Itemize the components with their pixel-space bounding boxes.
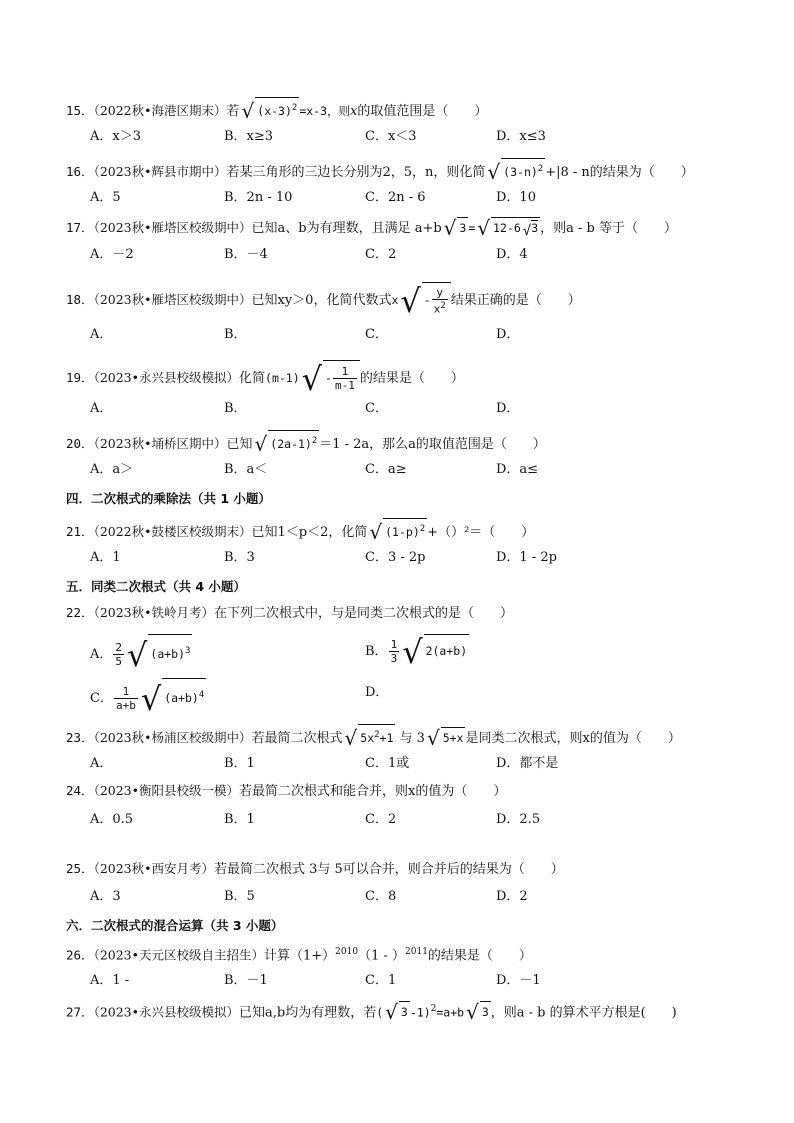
- question-18: 18．（2023秋•雁塔区校级期中）已知xy＞0，化简代数式x√ - $\frac{y}{x^2}$ 结果正确的是（ ）: [66, 282, 581, 320]
- option-c: C．: [365, 401, 388, 416]
- radical: 3: [399, 1001, 410, 1021]
- question-source: （2023秋•铁岭月考）: [93, 605, 214, 620]
- radical: - $\frac{y}{x^2}$: [422, 282, 451, 316]
- option-b: B．: [224, 401, 247, 416]
- option-label: A．: [90, 646, 113, 662]
- question-source: （2023•衡阳县校级一模）: [93, 783, 239, 798]
- option-b: B．a＜: [224, 462, 268, 477]
- numerator: 1: [333, 365, 357, 379]
- question-text: 的结果是（ ）: [359, 371, 464, 386]
- radical: $(a+b)^3$: [148, 634, 192, 669]
- question-text: 化简: [239, 371, 266, 386]
- option-a: A．1: [90, 550, 121, 565]
- exponent: 2: [430, 1004, 437, 1014]
- question-number: 17．: [66, 220, 94, 235]
- option-b: B．: [224, 327, 247, 342]
- option-c: C．a≥: [365, 462, 407, 477]
- denominator: $x^2$: [433, 300, 446, 316]
- options-20: [90, 461, 750, 479]
- question-text: 若最简二次根式 3与 5可以合并，则合并后的结果为（ ）: [214, 862, 564, 877]
- radicand: 12-6: [493, 221, 521, 235]
- exponent: 2: [537, 164, 544, 174]
- options-15: [90, 128, 750, 146]
- question-source: （2023•永兴县校级模拟）: [93, 1004, 239, 1020]
- question-text: 若最简二次根式: [251, 730, 343, 746]
- expression: =a+b: [436, 1005, 465, 1020]
- option-b: B．3: [224, 550, 255, 565]
- question-17: 17．（2023秋•雁塔区校级期中）已知a、b为有理数，且满足 a+b √ 3 = √ 12-6 √3 ，则a - b 等于（ ）: [66, 216, 677, 240]
- question-text: 已知a,b均为有理数，若: [239, 1005, 377, 1021]
- question-text: =: [468, 221, 476, 235]
- fraction: $\frac{2}{5}$: [115, 640, 123, 668]
- radical: 5+x: [441, 727, 466, 747]
- denominator: m-1: [334, 379, 355, 392]
- question-number: 27．: [66, 1004, 94, 1020]
- section-heading: 六．二次根式的混合运算（共 3 小题）: [66, 918, 284, 933]
- question-number: 22．: [66, 605, 94, 620]
- option-c: C．1或: [365, 756, 410, 771]
- question-text: 已知: [226, 436, 253, 452]
- option-a: A．5: [90, 190, 121, 205]
- numerator: y: [432, 286, 448, 300]
- options-16: [90, 189, 750, 207]
- options-24: [90, 811, 750, 829]
- question-25: [66, 860, 564, 879]
- question-number: 18．: [66, 292, 94, 307]
- option-d: D．: [365, 685, 389, 700]
- option-a: A．0.5: [90, 812, 134, 827]
- question-source: （2022秋•海港区期末）: [93, 102, 227, 118]
- question-21: 21．（2022秋•鼓楼区校级期末）已知1＜p＜2，化简 √ $(1-p)^2 +()^2=$（ ）: [66, 519, 535, 544]
- fraction: [333, 365, 357, 392]
- question-source: （2023•天元区校级自主招生）: [93, 947, 264, 963]
- expression: (m-1): [265, 371, 300, 385]
- question-text: +（）²＝（ ）: [427, 524, 535, 540]
- option-d: D．1 - 2p: [496, 550, 557, 565]
- option-d: D．x≤3: [496, 129, 546, 144]
- option-d: D．: [496, 401, 520, 416]
- question-number: 24．: [66, 783, 94, 798]
- question-number: 16．: [66, 163, 94, 179]
- radical: 12-6 √3: [491, 217, 540, 237]
- question-text: 的结果是（ ）: [427, 948, 532, 964]
- question-source: （2023秋•雁塔区校级期中）: [93, 220, 252, 235]
- question-19: 19．（2023•永兴县校级模拟）化简(m-1)√ - $\frac{1}{m-1}$ 的结果是（ ）: [66, 360, 464, 398]
- section-heading: 五．同类二次根式（共 4 小题）: [66, 579, 246, 594]
- option-d: D．2: [496, 889, 528, 904]
- radical: [501, 158, 545, 181]
- question-source: （2023秋•辉县市期中）: [93, 163, 227, 179]
- option-d: D．2.5: [496, 812, 541, 827]
- radicand: (3-n): [503, 164, 538, 179]
- section-heading: 四．二次根式的乘除法（共 1 小题）: [66, 491, 271, 506]
- option-b: B．5: [224, 889, 255, 904]
- question-number: 26．: [66, 947, 94, 963]
- option-d: D．: [496, 327, 520, 342]
- question-text: ＝1 - 2a，那么a的取值范围是（ ）: [319, 436, 546, 452]
- option-a: A．x＞3: [90, 129, 141, 144]
- question-number: 19．: [66, 370, 94, 385]
- question-text: 是同类二次根式，则x的值为（ ）: [465, 730, 681, 746]
- question-text: （1 - ）: [358, 948, 406, 964]
- option-b: B．x≥3: [224, 129, 274, 144]
- option-a: A． $\frac{2}{5}$ √ $(a+b)^3$: [90, 635, 191, 674]
- radical: 3: [480, 1001, 491, 1021]
- question-text: 与 3: [395, 730, 425, 746]
- question-number: 21．: [66, 523, 94, 539]
- option-c: C．2: [365, 247, 397, 262]
- question-text: 计算（1+）: [264, 948, 336, 964]
- question-27: 27．（2023•永兴县校级模拟）已知a,b均为有理数，若( √ 3 -1)$^2$=a+b √ 3 ，则a - b 的算术平方根是( ): [66, 1000, 677, 1025]
- question-23: 23．（2023秋•杨浦区校级期中）若最简二次根式 √ $5x^2+1$ 与 3 √ 5+x 是同类二次根式，则x的值为（ ）: [66, 725, 681, 750]
- question-number: 20．: [66, 435, 94, 451]
- expression: (: [376, 1005, 384, 1020]
- question-text: 的取值范围是（ ）: [357, 103, 488, 119]
- exponent: 2: [419, 524, 426, 534]
- radical: 3: [457, 217, 468, 237]
- question-15: 15．（2022秋•海港区期末）若 √ $(x-3)^2 =x-3$，则x的取值范围是（ ）: [66, 98, 488, 123]
- options-18: [90, 326, 750, 344]
- option-b: B．2n - 10: [224, 190, 293, 205]
- option-label: C．: [90, 690, 113, 706]
- question-source: （2022秋•鼓楼区校级期末）: [93, 523, 252, 539]
- options-19: [90, 400, 750, 418]
- option-d: D．－1: [496, 973, 541, 988]
- question-source: （2023秋•雁塔区校级期中）: [93, 292, 252, 307]
- option-c: C．8: [365, 889, 397, 904]
- option-c: C．1: [365, 973, 397, 988]
- expression: -1): [409, 1005, 431, 1020]
- option-d: D．4: [496, 247, 528, 262]
- option-d: D．10: [496, 190, 536, 205]
- question-text: 已知1＜p＜2，化简: [251, 524, 368, 540]
- option-label: B．: [365, 644, 388, 659]
- question-22: [66, 604, 513, 623]
- question-24: [66, 782, 506, 801]
- question-26: [66, 943, 532, 965]
- question-text: 若: [226, 103, 240, 119]
- option-b: B． $\frac{1}{3}$ √ 2(a+b): [365, 633, 468, 671]
- option-d: D．都不是: [496, 756, 559, 771]
- radical: $(a+b)^4$: [162, 678, 206, 713]
- option-a: A．3: [90, 889, 121, 904]
- question-text: 若某三角形的三边长分别为2，5，n，则化简: [226, 164, 486, 180]
- option-b: B．1: [224, 756, 255, 771]
- question-text: 若最简二次根式和能合并，则x的值为（ ）: [239, 784, 507, 799]
- option-a: A．: [90, 756, 113, 771]
- exponent: 2011: [405, 947, 428, 957]
- option-c: C．x＜3: [365, 129, 417, 144]
- question-number: 25．: [66, 861, 94, 876]
- radical: 2(a+b): [424, 634, 470, 666]
- exponent: 2: [291, 103, 298, 113]
- question-source: （2023秋•西安月考）: [93, 861, 214, 876]
- fraction: $\frac{1}{3}$: [390, 638, 398, 665]
- question-text: 在下列二次根式中，与是同类二次根式的是（ ）: [214, 606, 514, 621]
- exponent: 2: [311, 436, 318, 446]
- option-a: A．: [90, 401, 113, 416]
- exponent: 2010: [335, 947, 359, 957]
- option-b: B．－1: [224, 973, 268, 988]
- option-c: C． $\frac{1}{a+b}$ √ $(a+b)^4$: [90, 679, 205, 718]
- question-text: 已知a、b为有理数，且满足 a+b: [251, 221, 442, 236]
- question-source: （2023秋•杨浦区校级期中）: [93, 729, 252, 745]
- option-a: A．a＞: [90, 462, 134, 477]
- option-c: C．2: [365, 812, 397, 827]
- question-text: +|8 - n的结果为（ ）: [545, 164, 694, 180]
- variable: x: [350, 103, 358, 119]
- question-16: 16．（2023秋•辉县市期中）若某三角形的三边长分别为2，5，n，则化简 √ $(3-n)^2 +|8 - n$的结果为（ ）: [66, 159, 694, 184]
- radical: [268, 430, 319, 453]
- radical: [255, 97, 299, 120]
- fraction: [432, 286, 448, 316]
- radical: $5x^2+1$: [358, 724, 395, 747]
- radical: - $\frac{1}{m-1}$: [323, 360, 360, 394]
- radicand: (1-p): [385, 524, 420, 539]
- option-b: B．－4: [224, 247, 268, 262]
- option-a: A．: [90, 327, 113, 342]
- option-a: A．1 -: [90, 973, 130, 988]
- option-b: B．1: [224, 812, 255, 827]
- options-23: [90, 755, 750, 773]
- question-text: =x-3，则: [299, 103, 351, 118]
- option-d: D．a≤: [496, 462, 539, 477]
- question-text: ，则a - b 等于（ ）: [540, 221, 677, 236]
- question-text: ，则a - b 的算术平方根是( ): [490, 1005, 677, 1021]
- options-21: [90, 549, 750, 567]
- options-26: [90, 972, 750, 990]
- expression-x: x: [391, 293, 399, 307]
- question-source: （2023•永兴县校级模拟）: [93, 370, 239, 385]
- option-a: A．－2: [90, 247, 134, 262]
- question-number: 23．: [66, 729, 94, 745]
- options-17: [90, 246, 750, 264]
- radicand: 3: [531, 221, 539, 235]
- radical: [383, 518, 427, 541]
- question-text: 结果正确的是（ ）: [450, 293, 581, 308]
- question-number: 15．: [66, 102, 94, 118]
- radicand: (2a-1): [270, 436, 312, 451]
- option-c: C．2n - 6: [365, 190, 426, 205]
- fraction: $\frac{1}{a+b}$: [115, 684, 136, 712]
- radicand: (x-3): [257, 103, 292, 118]
- option-c: C．3 - 2p: [365, 550, 426, 565]
- question-20: 20．（2023秋•埇桥区期中）已知 √ $(2a-1)^2 =1 - 2a$，那么a的取值范围是（ ）: [66, 431, 546, 456]
- option-c: C．: [365, 327, 388, 342]
- question-source: （2023秋•埇桥区期中）: [93, 435, 227, 451]
- options-25: [90, 888, 750, 906]
- question-text: 已知xy＞0，化简代数式: [251, 293, 392, 308]
